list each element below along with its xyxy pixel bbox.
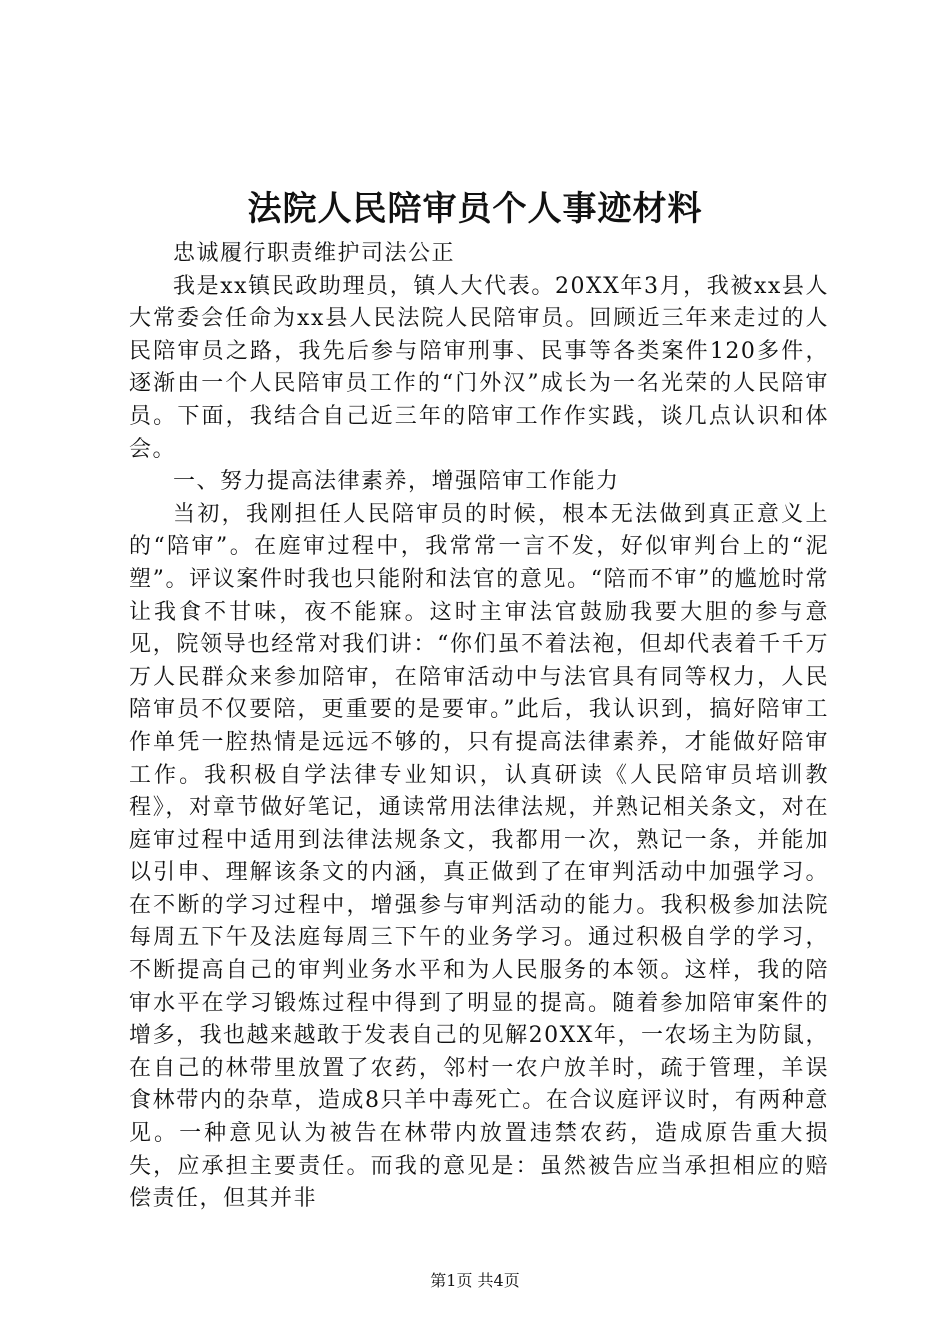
subtitle-paragraph: 忠诚履行职责维护司法公正	[173, 241, 456, 266]
document-title: 法院人民陪审员个人事迹材料	[247, 189, 703, 229]
page-number: 第1页 共4页	[430, 1271, 520, 1290]
body-paragraph: 当初，我刚担任人民陪审员的时候，根本无法做到真正意义上的“陪审”。在庭审过程中，我常常一言不发，好似审判台上的“泥塑”。评议案件时我也只能附和法官的意见。“陪而不审”的尴尬时常让我食不甘味，夜不能寐。这时主审法官鼓励我要大胆的参与意见，院领导也经常对我们讲：“你们虽不着法袍，但却代表着千千万万人民群众来参加陪审，在陪审活动中与法官具有同等权力，人民陪审员不仅要陪，更重要的是要审。”此后，我认识到，搞好陪审工作单凭一腔热情是远远不够的，只有提高法律素养，才能做好陪审工作。我积极自学法律专业知识，认真研读《人民陪审员培训教程》，对章节做好笔记，通读常用法律法规，并熟记相关条文，对在庭审过程中适用到法律法规条文，我都用一次，熟记一条，并能加以引申、理解该条文的内涵，真正做到了在审判活动中加强学习。在不断的学习过程中，增强参与审判活动的能力。我积极参加法院每周五下午及法庭每周三下午的业务学习。通过积极自学的学习，不断提高自己的审判业务水平和为人民服务的本领。这样，我的陪审水平在学习锻炼过程中得到了明显的提高。随着参加陪审案件的增多，我也越来越敢于发表自己的见解20XX年，一农场主为防鼠，在自己的林带里放置了农药，邻村一农户放羊时，疏于管理，羊误食林带内的杂草，造成8只羊中毒死亡。在合议庭评议时，有两种意见。一种意见认为被告在林带内放置违禁农药，造成原告重大损失，应承担主要责任。而我的意见是：虽然被告应当承担相应的赔偿责任，但其并非	[129, 501, 829, 1212]
document-body	[129, 238, 829, 1216]
section-heading: 一、努力提高法律素养，增强陪审工作能力	[173, 469, 620, 495]
intro-paragraph: 我是xx镇民政助理员，镇人大代表。20XX年3月，我被xx县人大常委会任命为xx县人民法院人民陪审员。回顾近三年来走过的人民陪审员之路，我先后参与陪审刑事、民事等各类案件120多件，逐渐由一个人民陪审员工作的“门外汉”成长为一名光荣的人民陪审员。下面，我结合自己近三年的陪审工作作实践，谈几点认识和体会。	[129, 273, 829, 462]
